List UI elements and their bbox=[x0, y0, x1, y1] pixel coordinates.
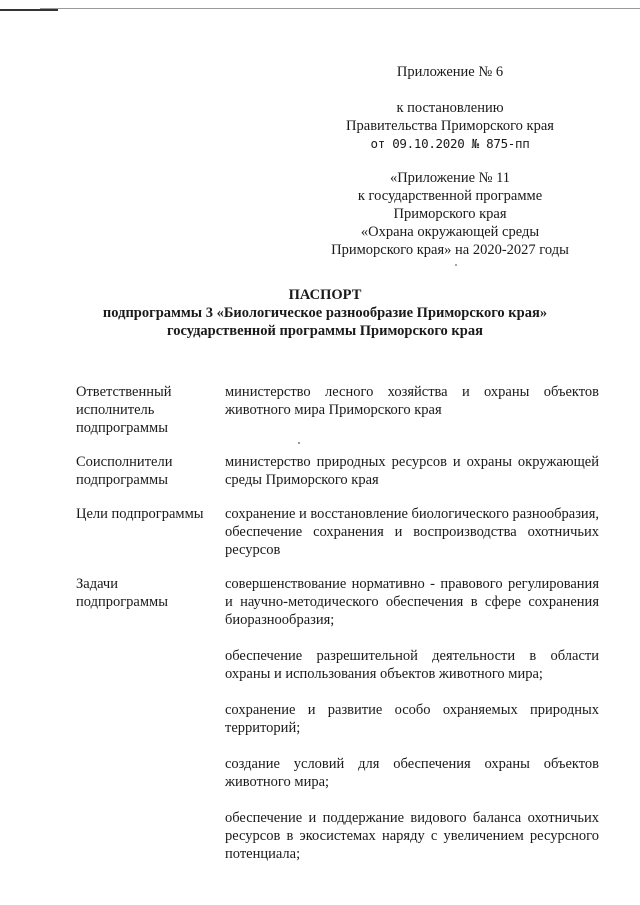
value-paragraph: министерство природных ресурсов и охраны окружающей среды Приморского края bbox=[225, 454, 599, 488]
annex-date-number: от 09.10.2020 № 875-пп bbox=[370, 136, 530, 151]
value-paragraph: создание условий для обеспечения охраны объектов животного мира; bbox=[225, 756, 599, 790]
title-heading: ПАСПОРТ bbox=[288, 287, 362, 303]
scan-top-line bbox=[40, 8, 640, 9]
value-paragraph: обеспечение и поддержание видового баланса охотничьих ресурсов в экосистемах наряду с увеличением ресурсного потенциала; bbox=[225, 810, 599, 862]
document-title bbox=[60, 286, 590, 340]
row-value bbox=[225, 453, 599, 507]
row-value bbox=[225, 505, 599, 577]
row-label: Цели подпрограммы bbox=[76, 506, 204, 522]
annex-program-years: Приморского края» на 2020-2027 годы bbox=[331, 242, 569, 258]
annex-block bbox=[310, 63, 590, 259]
scan-edge-mark bbox=[0, 9, 58, 11]
value-paragraph: обеспечение разрешительной деятельности в области охраны и использования объектов животного мира; bbox=[225, 648, 599, 682]
row-label: Соисполнители подпрограммы bbox=[76, 454, 173, 488]
annex-government: Правительства Приморского края bbox=[346, 118, 554, 134]
row-value bbox=[225, 575, 599, 881]
scan-speck bbox=[455, 264, 457, 266]
value-paragraph: сохранение и развитие особо охраняемых природных территорий; bbox=[225, 702, 599, 736]
annex-program-name: «Охрана окружающей среды bbox=[360, 224, 540, 240]
row-label: Ответственный исполнитель подпрограммы bbox=[76, 384, 172, 436]
value-paragraph: министерство лесного хозяйства и охраны объектов животного мира Приморского края bbox=[225, 384, 599, 418]
annex-number: Приложение № 6 bbox=[396, 64, 504, 80]
value-paragraph: сохранение и восстановление биологического разнообразия, обеспечение сохранения и воспроизводства охотничьих ресурсов bbox=[225, 506, 599, 558]
annex-to-program: к государственной программе bbox=[357, 188, 543, 204]
annex-region: Приморского края bbox=[393, 206, 507, 222]
annex-to-resolution: к постановлению bbox=[396, 100, 504, 116]
annex-quoted: «Приложение № 11 bbox=[389, 170, 511, 186]
row-label: Задачи подпрограммы bbox=[76, 576, 168, 610]
title-subprogram: подпрограммы 3 «Биологическое разнообразие Приморского края» bbox=[102, 305, 548, 321]
value-paragraph: совершенствование нормативно - правового регулирования и научно-методического обеспечения в сфере сохранения биоразнообразия; bbox=[225, 576, 599, 628]
title-program: государственной программы Приморского края bbox=[167, 323, 483, 339]
row-value bbox=[225, 383, 599, 437]
scan-speck bbox=[298, 442, 300, 444]
